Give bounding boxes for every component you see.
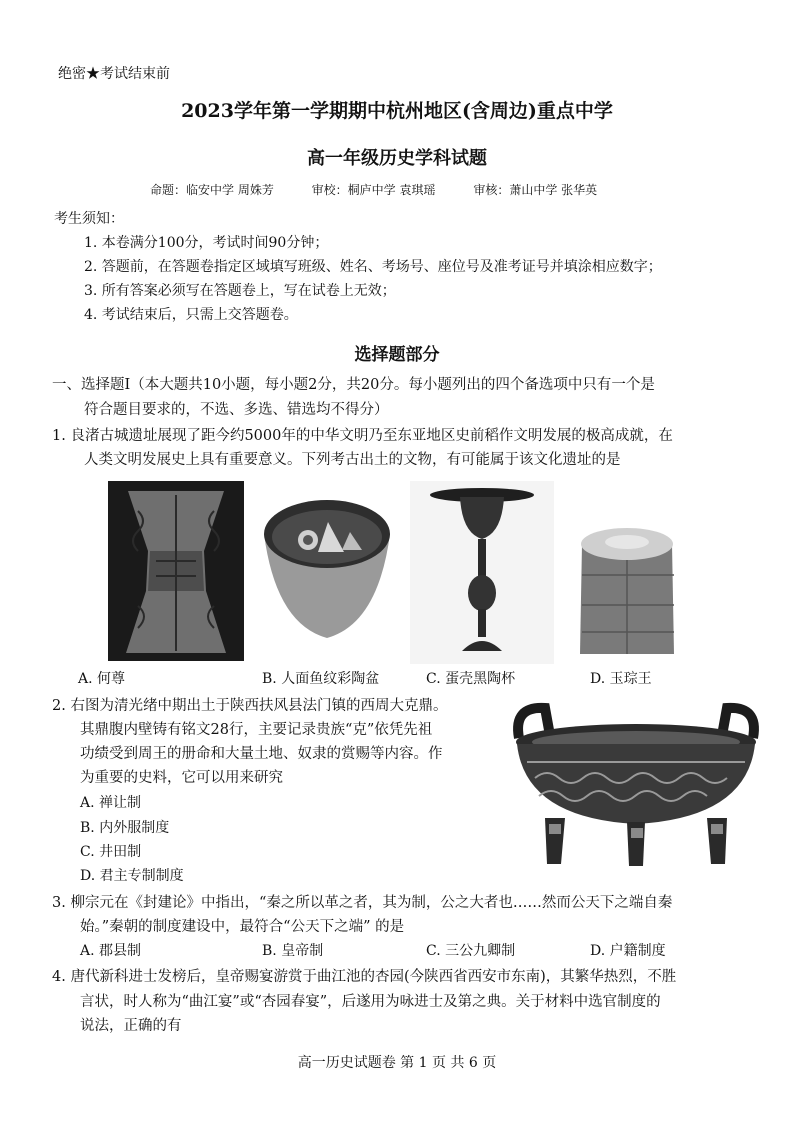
question-1-text: 人类文明发展史上具有重要意义。下列考古出土的文物，有可能属于该文化遗址的是 (84, 452, 621, 468)
question-2-text: 2. 右图为清光绪中期出土于陕西扶风县法门镇的西周大克鼎。 (52, 698, 448, 714)
painted-pottery-basin-photo (258, 492, 396, 642)
author-proofreader: 审校：桐庐中学 袁琪瑶 (311, 183, 436, 197)
q2-option-a: A. 禅让制 (80, 795, 142, 811)
notice-item: 2. 答题前，在答题卷指定区域填写班级、姓名、考场号、座位号及准考证号并填涂相应数字； (84, 259, 662, 275)
q3-option-d: D. 户籍制度 (590, 943, 666, 959)
question-1-text: 1. 良渚古城遗址展现了距今约5000年的中华文明乃至东亚地区史前稻作文明发展的极高成就，在 (52, 428, 673, 444)
notice-item: 1. 本卷满分100分，考试时间90分钟； (84, 235, 329, 251)
section-intro: 一、选择题Ⅰ（本大题共10小题，每小题2分，共20分。每小题列出的四个备选项中只有一个是 (52, 377, 655, 393)
notice-item: 3. 所有答案必须写在答题卷上，写在试卷上无效； (84, 283, 396, 299)
author-setter: 命题：临安中学 周姝芳 (150, 183, 274, 197)
question-4-text: 言状，时人称为“曲江宴”或“杏园春宴”，后遂用为咏进士及第之典。关于材料中选官制度的 (80, 994, 661, 1010)
question-4-text: 说法，正确的有 (80, 1018, 182, 1034)
q3-option-a: A. 郡县制 (80, 943, 142, 959)
he-zun-photo (108, 481, 244, 661)
question-2-text: 其鼎腹内壁铸有铭文28行，主要记录贵族“克”依凭先祖 (80, 722, 433, 738)
q2-option-d: D. 君主专制制度 (80, 868, 184, 884)
exam-subtitle: 高一年级历史学科试题 (307, 148, 487, 169)
question-4-text: 4. 唐代新科进士发榜后，皇帝赐宴游赏于曲江池的杏园(今陕西省西安市东南)，其繁华热烈，不胜 (52, 969, 677, 985)
q2-option-b: B. 内外服制度 (80, 820, 170, 836)
da-ke-ding-photo (505, 700, 767, 868)
page-footer: 高一历史试题卷 第 1 页 共 6 页 (297, 1055, 497, 1071)
question-2-text: 功绩受到周王的册命和大量土地、奴隶的赏赐等内容。作 (80, 746, 443, 762)
q1-option-c: C. 蛋壳黑陶杯 (426, 671, 516, 687)
q3-option-b: B. 皇帝制 (262, 943, 324, 959)
notice-item: 4. 考试结束后，只需上交答题卷。 (84, 307, 298, 323)
notice-heading: 考生须知： (54, 211, 124, 227)
section-intro: 符合题目要求的，不选、多选、错选均不得分） (84, 402, 389, 418)
confidential-label: 绝密★考试结束前 (58, 66, 170, 82)
question-3-text: 始。”秦朝的制度建设中，最符合“公天下之端” 的是 (80, 919, 405, 935)
question-3-text: 3. 柳宗元在《封建论》中指出，“秦之所以革之者，其为制，公之大者也……然而公天下之端自秦 (52, 895, 673, 911)
author-reviewer: 审核：萧山中学 张华英 (473, 183, 598, 197)
q2-option-c: C. 井田制 (80, 844, 142, 860)
section-title: 选择题部分 (354, 345, 440, 365)
q1-option-d: D. 玉琮王 (590, 671, 652, 687)
q1-option-a: A. 何尊 (78, 671, 126, 687)
q3-option-c: C. 三公九卿制 (426, 943, 516, 959)
eggshell-black-pottery-cup-photo (410, 481, 554, 664)
q1-option-b: B. 人面鱼纹彩陶盆 (262, 671, 380, 687)
question-2-text: 为重要的史料，它可以用来研究 (80, 770, 283, 786)
exam-title: 2023学年第一学期期中杭州地区(含周边)重点中学 (181, 100, 613, 122)
authors-line (150, 181, 631, 198)
jade-cong-photo (572, 520, 682, 660)
